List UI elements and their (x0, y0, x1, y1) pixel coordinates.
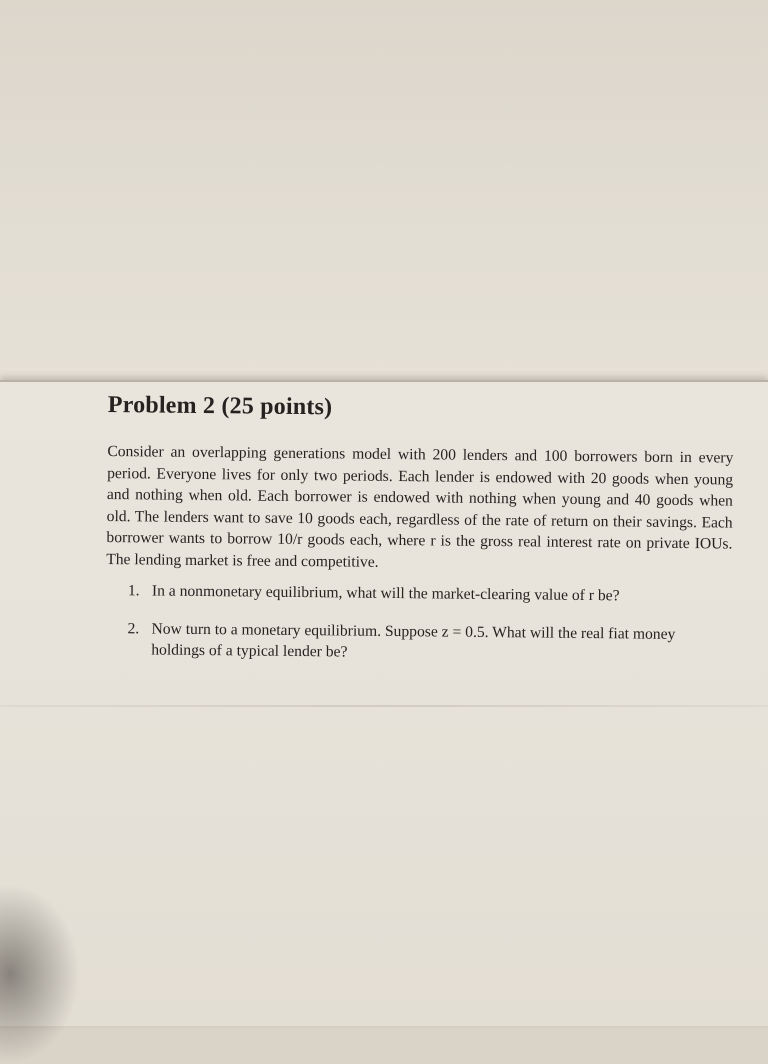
question-1 (128, 580, 732, 608)
problem-content (105, 392, 734, 683)
problem-intro: Consider an overlapping generations model with 200 lenders and 100 borrowers born in every period. Everyone lives for only two periods. Each lender is endowed with 20 goods when young and nothing when old. Each borrower is endowed with nothing when young and 40 goods when old. The lenders want to save 10 goods each, regardless of the rate of return on their savings. Each borrower wants to borrow 10/r goods each, where r is the gross real interest rate on private IOUs. The lending market is free and competitive. (106, 442, 734, 571)
background-paper-sheet (0, 0, 768, 390)
problem-title: Problem 2 (25 points) (107, 392, 333, 421)
question-2-text: Now turn to a monetary equilibrium. Suppose z = 0.5. What will the real fiat money holdings of a typical lender be? (151, 619, 676, 661)
question-1-number: 1. (127, 582, 140, 600)
question-1-text: In a nonmonetary equilibrium, what will the market-clearing value of r be? (151, 582, 620, 605)
question-2-number: 2. (127, 619, 140, 637)
paper-fold-line (0, 705, 768, 707)
question-2 (127, 618, 731, 667)
